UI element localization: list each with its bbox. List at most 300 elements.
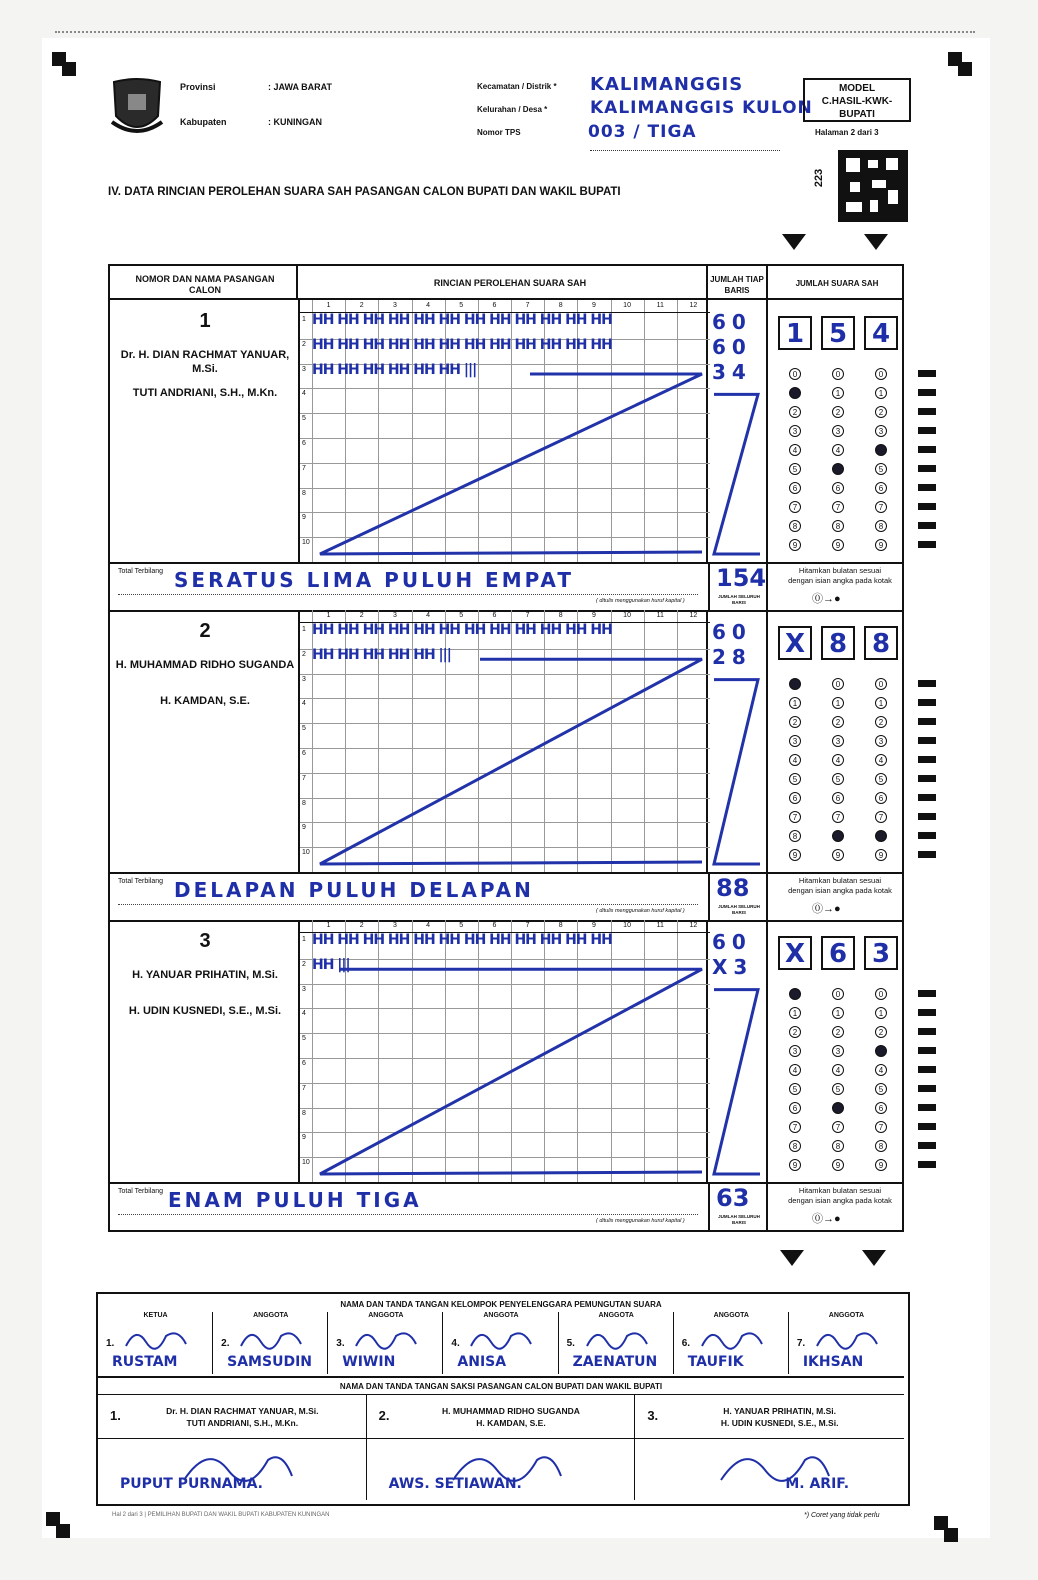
digit-bubble[interactable]: 3 [789,1045,801,1057]
kpps-number: 2. [221,1338,230,1349]
digit-bubble[interactable]: 2 [832,716,844,728]
digit-bubble[interactable]: 5 [789,773,801,785]
column-number: 8 [558,922,563,929]
kabupaten-value: : KUNINGAN [268,117,322,127]
signature-scribble [122,1324,192,1354]
kpps-role: ANGGOTA [483,1312,519,1319]
digit-bubble[interactable]: 2 [832,406,844,418]
digit-bubble[interactable]: 9 [789,539,801,551]
kpps-number: 7. [796,1338,806,1349]
digit-bubble[interactable]: 3 [789,425,801,437]
column-number: 10 [623,302,631,309]
digit-bubble[interactable]: 8 [832,520,844,532]
saksi-signer-name: AWS. SETIAWAN. [388,1476,522,1492]
timing-mark [918,794,936,801]
model-line-1: MODEL [838,83,876,94]
timing-mark [918,370,936,377]
row-number: 5 [302,725,306,733]
digit-bubble[interactable] [789,387,801,399]
hitamkan-instruction: Hitamkan bulatan sesuai [798,1186,882,1195]
row-number: 8 [302,1109,306,1117]
saksi-number: 3. [647,1408,659,1423]
jumlah-seluruh-label: JUMLAH SELURUH BARIS [718,594,760,605]
digit-bubble[interactable]: 2 [789,716,801,728]
digit-bubble[interactable]: 6 [875,482,887,494]
z-strike-line [300,610,710,872]
signature-scribble [583,1324,653,1354]
column-number: 10 [623,922,631,929]
timing-mark [918,1104,936,1111]
row-number: 3 [302,985,306,993]
digit-bubble[interactable]: 6 [789,482,801,494]
total-in-words[interactable]: SERATUS LIMA PULUH EMPAT [174,568,574,592]
timing-mark [918,389,936,396]
hitamkan-instruction: Hitamkan bulatan sesuai [798,876,882,885]
timing-mark [918,1123,936,1130]
arrow-down-icon [864,234,888,250]
column-number: 7 [525,922,530,929]
digit-bubble[interactable]: 0 [832,678,844,690]
digit-bubble[interactable]: 6 [832,792,844,804]
timing-mark [918,408,936,415]
digit-bubble[interactable] [789,678,801,690]
total-number[interactable]: 154 [716,564,767,592]
kpps-role: KETUA [143,1312,168,1319]
column-number: 9 [591,302,596,309]
block-divider [110,1182,902,1184]
timing-mark [918,465,936,472]
kpps-member-name: ZAENATUN [572,1354,658,1370]
footer-right: *) Coret yang tidak perlu [804,1512,880,1519]
digit-bubble[interactable]: 8 [875,1140,887,1152]
row-number: 6 [302,750,306,757]
candidate-name: Dr. H. DIAN RACHMAT YANUAR, M.Si. [120,349,290,375]
digit-bubble[interactable]: 7 [875,811,887,823]
column-number: 1 [326,922,331,929]
digit-bubble[interactable]: 4 [789,444,801,456]
digit-bubble[interactable]: 7 [875,501,887,513]
kpps-member-name: IKHSAN [802,1354,864,1370]
row-number: 9 [302,514,306,522]
kpps-number: 4. [451,1338,460,1349]
digit-bubble[interactable]: 1 [789,697,801,709]
column-number: 5 [459,302,464,309]
kecamatan-label: Kecamatan / Distrik * [477,82,557,91]
digit-bubble[interactable]: 7 [789,811,801,823]
digit-bubble[interactable]: 5 [875,463,887,475]
vote-digit-box[interactable]: X [778,626,812,660]
total-number-cell [708,1182,768,1230]
vice-candidate-name: TUTI ANDRIANI, S.H., M.Kn. [132,387,278,399]
registration-mark-bottom-right-2 [944,1528,958,1542]
tally-marks: HH HH HH HH HH HH HH HH HH HH HH HH [312,622,612,638]
vote-digit-box[interactable]: 1 [778,316,812,350]
tally-marks: HH HH HH HH HH HH HH HH HH HH HH HH [312,336,612,353]
row-number: 8 [302,799,306,807]
digit-bubble[interactable]: 8 [832,1140,844,1152]
kecamatan-value: KALIMANGGIS [590,74,744,95]
kpps-number: 3. [336,1338,345,1349]
z-strike-line [708,300,768,562]
kpps-member-name: WIWIN [342,1354,396,1370]
digit-bubble[interactable]: 4 [832,444,844,456]
candidate-number: 3 [199,930,211,952]
digit-bubble[interactable]: 2 [875,406,887,418]
column-number: 12 [689,302,698,309]
row-number: 8 [302,489,306,497]
total-number-cell [708,562,768,610]
kpps-member [328,1312,443,1374]
candidate-number: 1 [199,310,211,332]
digit-bubble[interactable]: 4 [875,1064,887,1076]
saksi-signer-name: M. ARIF. [785,1476,850,1492]
timing-mark [918,990,936,997]
hitamkan-instruction-2: dengan isian angka pada kotak [788,576,892,585]
timing-mark [918,427,936,434]
hitamkan-instruction-2: dengan isian angka pada kotak [788,886,892,895]
total-number[interactable]: 88 [716,874,750,902]
timing-mark [918,1028,936,1035]
halaman-text: Halaman 2 dari 3 [815,128,879,137]
timing-mark [918,1142,936,1149]
row-number: 5 [302,1035,306,1043]
provinsi-value: : JAWA BARAT [268,82,332,92]
column-number: 2 [359,922,364,929]
digit-bubble[interactable]: 9 [875,849,887,861]
saksi-item [98,1394,367,1500]
digit-bubble[interactable]: 7 [875,1121,887,1133]
digit-bubble[interactable]: 2 [789,1026,801,1038]
digit-bubble[interactable]: 5 [875,1083,887,1095]
row-sum-value: 60 [712,310,752,334]
tally-marks: HH HH HH HH HH HH HH HH HH HH HH HH [312,312,612,328]
digit-bubble[interactable]: 8 [789,1140,801,1152]
digit-bubble[interactable]: 9 [789,849,801,861]
total-terbilang-label: Total Terbilang [118,1188,164,1195]
digit-bubble[interactable]: 4 [789,1064,801,1076]
saksi-candidate-line1: H. YANUAR PRIHATIN, M.Si. [723,1406,837,1416]
column-number: 11 [656,922,664,929]
digit-bubble[interactable]: 7 [832,1121,844,1133]
digit-bubble[interactable]: 3 [832,735,844,747]
timing-mark [918,1085,936,1092]
row-number: 4 [302,700,306,708]
tally-grid [298,610,708,872]
digit-bubble[interactable]: 4 [789,754,801,766]
digit-bubble[interactable]: 3 [875,425,887,437]
saksi-candidate-line2: H. UDIN KUSNEDI, S.E., M.Si. [720,1418,839,1428]
model-box [803,78,911,122]
row-number: 6 [302,1060,306,1067]
kpps-number: 1. [106,1338,115,1349]
total-in-words[interactable]: ENAM PULUH TIGA [168,1188,422,1212]
timing-mark [918,851,936,858]
tally-grid [298,920,708,1182]
kpps-number: 6. [681,1338,691,1349]
digit-bubble[interactable]: 6 [789,792,801,804]
column-number: 12 [689,922,698,929]
vote-digit-box[interactable]: X [778,936,812,970]
kpps-role: ANGGOTA [828,1312,865,1319]
column-number: 3 [392,612,397,619]
signature-scribble [698,1324,768,1354]
row-number: 10 [302,849,310,857]
jumlah-seluruh-label: JUMLAH SELURUH BARIS [718,904,760,915]
digit-bubble[interactable]: 8 [789,830,801,842]
signature-scribble [352,1324,422,1354]
tps-value: 003 / TIGA [588,122,697,142]
row-number: 1 [302,626,306,633]
column-number: 1 [326,612,331,619]
column-number: 9 [591,612,596,619]
timing-mark [918,737,936,744]
digit-bubble[interactable]: 8 [789,520,801,532]
digit-bubble[interactable] [832,463,844,475]
column-number: 11 [656,302,664,309]
timing-mark [918,756,936,763]
row-number: 9 [302,824,306,832]
column-number: 4 [426,922,431,929]
digit-bubble[interactable]: 1 [832,1007,844,1019]
signature-scribble [813,1324,883,1354]
column-number: 11 [656,612,664,619]
digit-bubble[interactable] [789,988,801,1000]
candidate-block [108,920,904,1232]
column-number: 7 [525,612,530,619]
dotted-line [118,1214,698,1215]
row-number: 1 [302,316,306,323]
candidate-block [108,300,904,612]
z-strike-line [708,610,768,872]
digit-bubble[interactable]: 5 [875,773,887,785]
row-number: 5 [302,415,306,423]
row-sum-value: 60 [712,620,752,644]
digit-bubble[interactable]: 5 [832,1083,844,1095]
digit-bubble[interactable]: 8 [875,520,887,532]
registration-mark-top-left-2 [62,62,76,76]
footer-left: Hal 2 dari 3 | PEMILIHAN BUPATI DAN WAKIL BUPATI KABUPATEN KUNINGAN [112,1512,330,1518]
digit-bubble[interactable]: 2 [832,1026,844,1038]
digit-bubble[interactable]: 3 [832,425,844,437]
digit-bubble[interactable]: 0 [832,988,844,1000]
kabupaten-emblem-icon [108,76,166,142]
digit-bubble[interactable]: 1 [875,387,887,399]
kpps-member [559,1312,674,1374]
model-line-2: C.HASIL-KWK- [821,96,893,107]
digit-bubble[interactable]: 3 [789,735,801,747]
digit-bubble[interactable]: 9 [832,849,844,861]
digit-bubble[interactable]: 9 [789,1159,801,1171]
tally-marks: HH HH HH HH HH HH HH HH HH HH HH HH [312,932,612,948]
digit-bubble[interactable]: 2 [875,1026,887,1038]
timing-mark [918,522,936,529]
digit-bubble[interactable]: 9 [832,1159,844,1171]
total-number[interactable]: 63 [716,1184,750,1212]
digit-bubble[interactable]: 9 [875,539,887,551]
timing-mark [918,446,936,453]
timing-mark [918,1161,936,1168]
row-sum-value: X3 [712,954,754,979]
saksi-candidate-line2: TUTI ANDRIANI, S.H., M.Kn. [186,1418,299,1428]
digit-bubble[interactable]: 5 [789,1083,801,1095]
digit-bubble[interactable]: 4 [832,1064,844,1076]
vice-candidate-name: H. KAMDAN, S.E. [160,695,250,707]
column-number: 6 [492,922,497,929]
row-number: 3 [302,675,306,683]
arrow-down-icon [862,1250,886,1266]
timing-mark [918,503,936,510]
column-number: 10 [623,612,631,619]
vote-digit-box[interactable]: 4 [864,316,898,350]
kpps-member-name: SAMSUDIN [227,1354,312,1370]
block-divider [110,872,902,874]
dotted-line [118,594,698,595]
row-number: 2 [302,960,306,968]
digit-bubble[interactable]: 2 [789,406,801,418]
kpps-member [789,1312,904,1374]
saksi-number: 2. [378,1408,390,1423]
digit-bubble[interactable]: 6 [875,792,887,804]
arrow-down-icon [782,234,806,250]
timing-mark [918,699,936,706]
z-strike-line [300,300,710,562]
top-perforation [55,31,975,33]
digit-bubble[interactable]: 0 [875,368,887,380]
saksi-item [367,1394,636,1500]
vote-digit-box[interactable]: 3 [864,936,898,970]
vote-digit-box[interactable]: 5 [821,316,855,350]
kpps-member-name: RUSTAM [112,1354,178,1370]
ditulis-note: ( ditulis menggunakan huruf kapital ) [596,908,685,914]
timing-mark [918,484,936,491]
row-number: 1 [302,936,306,943]
saksi-candidate-line1: H. MUHAMMAD RIDHO SUGANDA [442,1406,580,1416]
row-number: 10 [302,1159,310,1167]
registration-mark-top-right-2 [958,62,972,76]
timing-mark [918,813,936,820]
digit-bubble[interactable] [875,830,887,842]
candidate-number: 2 [199,620,211,642]
saksi-title: NAMA DAN TANDA TANGAN SAKSI PASANGAN CALON BUPATI DAN WAKIL BUPATI [339,1382,663,1391]
registration-mark-bottom-left-2 [56,1524,70,1538]
digit-bubble[interactable]: 4 [875,754,887,766]
vote-digit-box[interactable]: 6 [821,936,855,970]
z-strike-line [300,920,710,1182]
timing-mark [918,1047,936,1054]
row-number: 2 [302,340,306,348]
saksi-signer-name: PUPUT PURNAMA. [120,1476,263,1492]
digit-bubble[interactable]: 7 [832,811,844,823]
kelurahan-value: KALIMANGGIS KULON [590,98,813,118]
digit-bubble[interactable] [832,1102,844,1114]
digit-bubble[interactable]: 1 [789,1007,801,1019]
bubble-example-icon: ⓪→● [812,593,841,605]
kpps-number: 5. [566,1338,575,1349]
digit-bubble[interactable]: 7 [789,501,801,513]
z-strike-line [708,920,768,1182]
tps-label: Nomor TPS [477,128,521,137]
digit-bubble[interactable]: 0 [832,368,844,380]
kpps-member-name: TAUFIK [687,1354,744,1370]
timing-mark [918,541,936,548]
column-number: 5 [459,612,464,619]
column-number: 3 [392,302,397,309]
header-jumlah-suara-sah: JUMLAH SUARA SAH [795,279,879,288]
digit-bubble[interactable]: 5 [832,773,844,785]
digit-bubble[interactable]: 7 [832,501,844,513]
kpps-role: ANGGOTA [598,1312,634,1319]
digit-bubble[interactable]: 3 [875,735,887,747]
digit-bubble[interactable] [832,830,844,842]
row-sum-column [708,300,768,562]
vote-digit-box[interactable]: 8 [821,626,855,660]
saksi-candidate-line2: H. KAMDAN, S.E. [476,1418,546,1428]
timing-mark [918,1066,936,1073]
kpps-role: ANGGOTA [713,1312,749,1319]
timing-mark [918,718,936,725]
kpps-title: NAMA DAN TANDA TANGAN KELOMPOK PENYELENGGARA PEMUNGUTAN SUARA [340,1300,662,1309]
kpps-member [98,1312,213,1374]
digit-bubble[interactable]: 1 [832,697,844,709]
digit-bubble[interactable]: 0 [875,988,887,1000]
total-number-cell [708,872,768,920]
row-number: 7 [302,1084,306,1092]
digit-bubble[interactable]: 6 [875,1102,887,1114]
digit-bubble[interactable]: 9 [875,1159,887,1171]
candidate-name: H. YANUAR PRIHATIN, M.Si. [132,969,278,981]
arrow-down-icon [780,1250,804,1266]
digit-bubble[interactable]: 2 [875,716,887,728]
digit-bubble[interactable]: 9 [832,539,844,551]
table-header [108,264,904,300]
row-sum-value: 60 [712,930,752,954]
digit-bubble[interactable]: 0 [789,368,801,380]
digit-bubble[interactable]: 1 [875,1007,887,1019]
digit-bubble[interactable]: 6 [789,1102,801,1114]
digit-bubble[interactable] [875,1045,887,1057]
digit-bubble[interactable]: 1 [832,387,844,399]
kpps-member-name: ANISA [457,1354,507,1370]
column-number: 4 [426,302,431,309]
total-in-words[interactable]: DELAPAN PULUH DELAPAN [174,878,534,902]
vote-digit-box[interactable]: 8 [864,626,898,660]
row-number: 2 [302,650,306,658]
digit-bubble[interactable]: 3 [832,1045,844,1057]
row-number: 7 [302,774,306,782]
qr-code-number: 223 [813,168,826,188]
digit-bubble[interactable]: 6 [832,482,844,494]
timing-mark [918,680,936,687]
total-terbilang-label: Total Terbilang [118,568,164,575]
signature-scribble [467,1324,537,1354]
column-number: 6 [492,302,497,309]
bubble-example-icon: ⓪→● [812,1213,841,1225]
digit-bubble[interactable]: 0 [875,678,887,690]
digit-bubble[interactable]: 4 [832,754,844,766]
kpps-member [443,1312,558,1374]
row-number: 3 [302,365,306,373]
row-sum-column [708,920,768,1182]
column-number: 6 [492,612,497,619]
digit-bubble[interactable]: 5 [789,463,801,475]
digit-bubble[interactable] [875,444,887,456]
header-nomor-nama: NOMOR DAN NAMA PASANGAN CALON [135,274,275,295]
digit-bubble[interactable]: 7 [789,1121,801,1133]
tally-marks: HH HH HH HH HH ||| [312,646,451,663]
digit-bubble[interactable]: 1 [875,697,887,709]
signature-section [96,1292,910,1506]
hitamkan-instruction-2: dengan isian angka pada kotak [788,1196,892,1205]
